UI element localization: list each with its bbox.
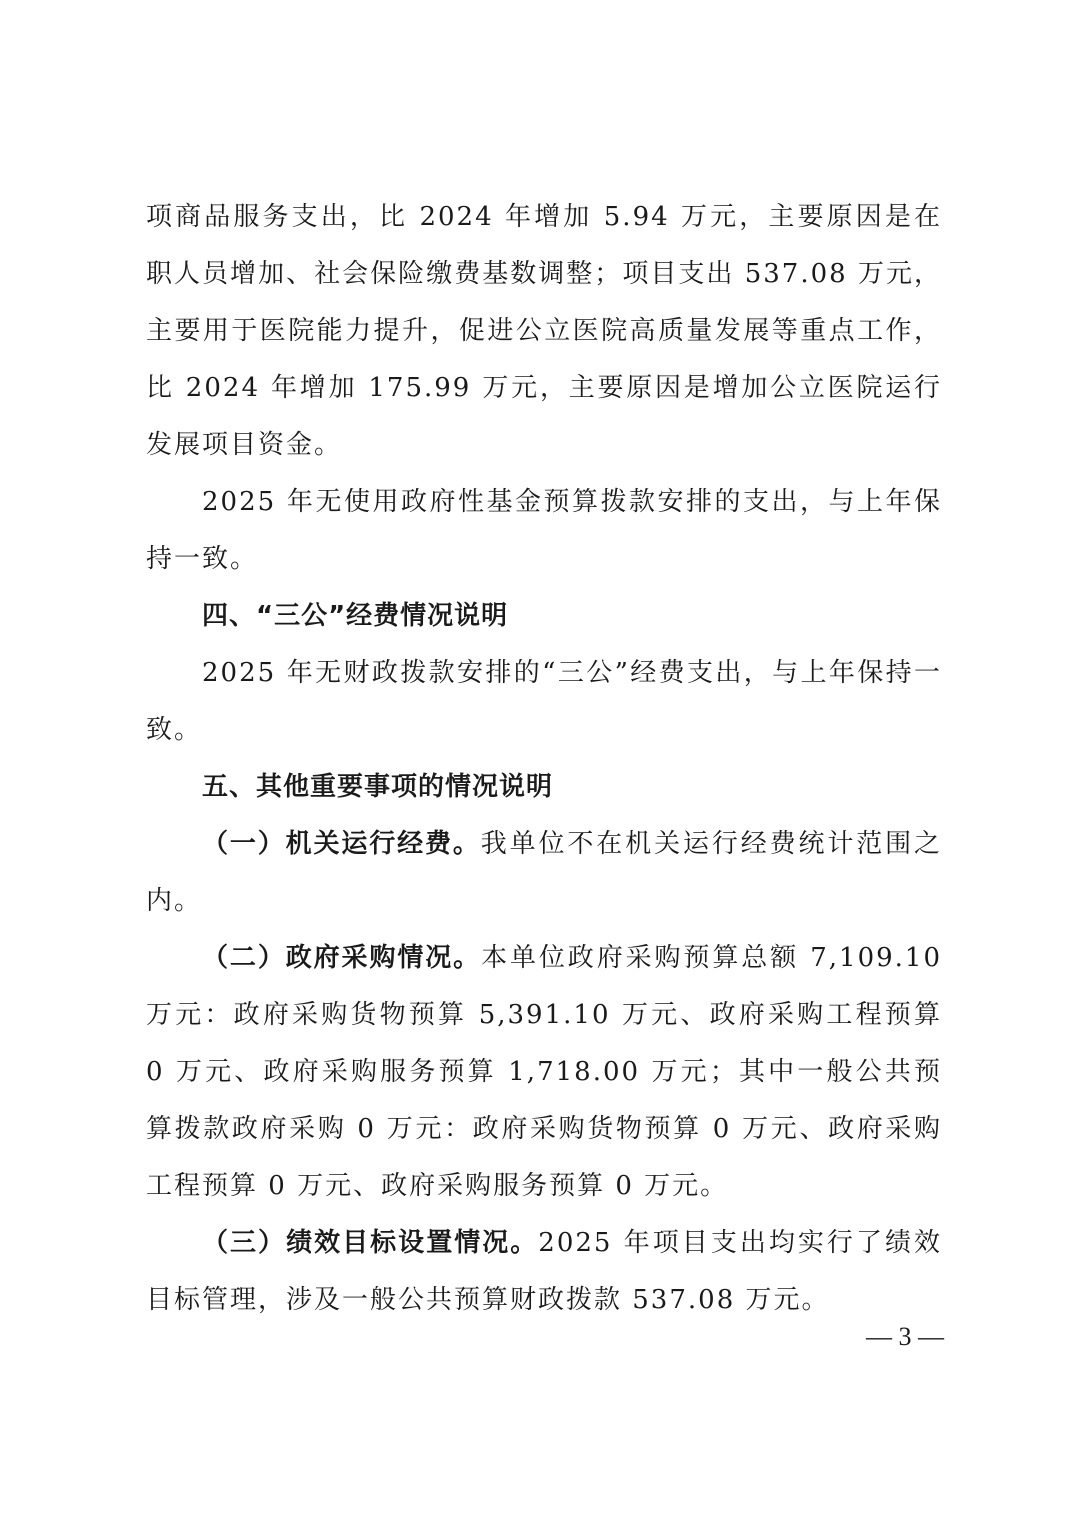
paragraph-performance-targets: [146, 1215, 942, 1329]
page-number: — 3 —: [866, 1322, 944, 1351]
paragraph-operating-funds: [146, 816, 942, 930]
section-heading-three-public: 四、“三公”经费情况说明: [202, 601, 509, 631]
paragraph-body: 本单位政府采购预算总额 7,109.10 万元：政府采购货物预算 5,391.10 万元、政府采购工程预算 0 万元、政府采购服务预算 1,718.00 万元；其中一般公共预算拨款政府采购 0 万元：政府采购货物预算 0 万元、政府采购工程预算 0 万元、政府采购服务预算 0 万元。: [146, 943, 942, 1201]
paragraph-lead: （三）绩效目标设置情况。: [202, 1228, 539, 1258]
paragraph-three-public: 2025 年无财政拨款安排的“三公”经费支出，与上年保持一致。: [146, 658, 942, 745]
paragraph-expenditure-continued: 项商品服务支出，比 2024 年增加 5.94 万元，主要原因是在职人员增加、社会保险缴费基数调整；项目支出 537.08 万元，主要用于医院能力提升，促进公立医院高质量发展等重点工作，比 2024 年增加 175.99 万元，主要原因是增加公立医院运行发展项目资金。: [146, 202, 942, 460]
paragraph-government-fund: 2025 年无使用政府性基金预算拨款安排的支出，与上年保持一致。: [146, 487, 942, 574]
section-heading-other-matters: 五、其他重要事项的情况说明: [202, 772, 554, 802]
paragraph-lead: （二）政府采购情况。: [202, 943, 482, 973]
paragraph-body: 2025 年项目支出均实行了绩效目标管理，涉及一般公共预算财政拨款 537.08 万元。: [146, 1228, 942, 1315]
paragraph-procurement: [146, 930, 942, 1215]
document-body: [146, 189, 942, 1329]
paragraph-lead: （一）机关运行经费。: [202, 829, 481, 859]
paragraph-body: 我单位不在机关运行经费统计范围之内。: [146, 829, 942, 916]
